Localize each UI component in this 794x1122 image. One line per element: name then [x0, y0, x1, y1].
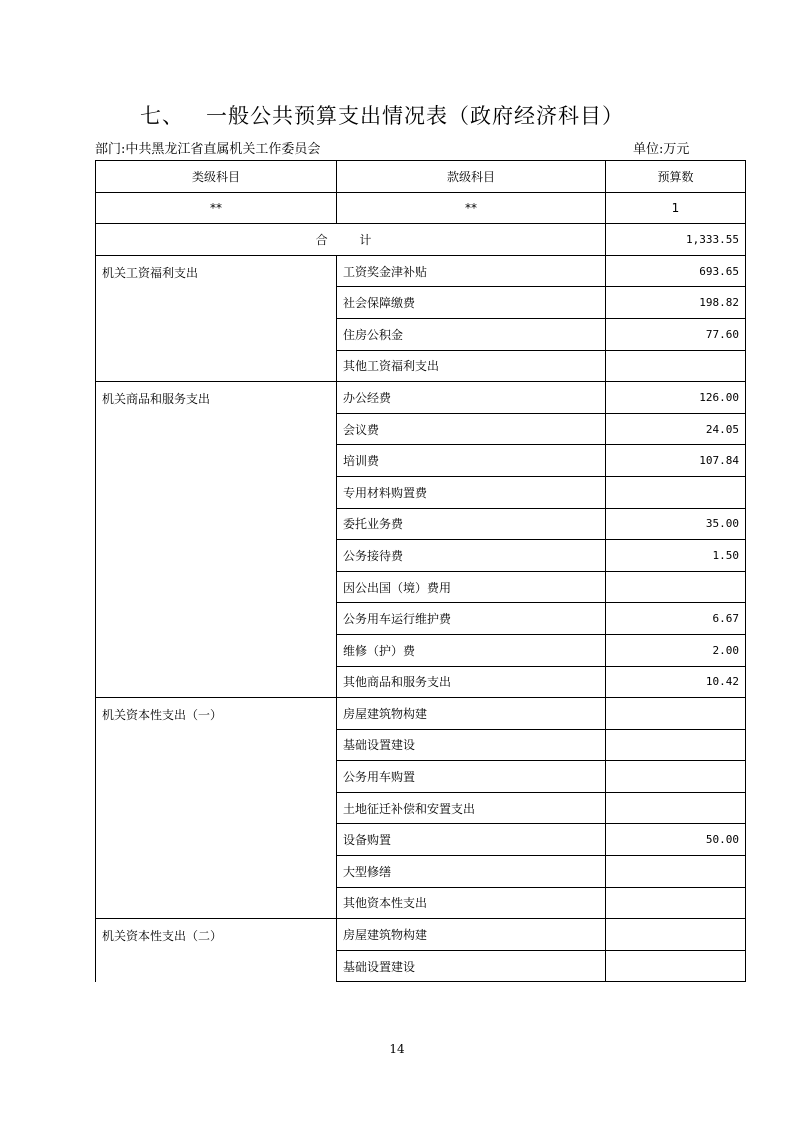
unit-label: 单位:万元 [633, 142, 690, 157]
item-amount-cell [606, 919, 746, 951]
table-row [96, 698, 746, 730]
item-name-cell: 其他工资福利支出 [337, 350, 606, 382]
item-name-cell: 因公出国（境）费用 [337, 571, 606, 603]
item-amount-cell [606, 571, 746, 603]
item-amount-cell: 10.42 [606, 666, 746, 698]
page-number: 14 [389, 1042, 405, 1056]
item-amount-cell: 2.00 [606, 634, 746, 666]
item-name-cell: 培训费 [337, 445, 606, 477]
total-row [96, 224, 746, 256]
item-amount-cell: 126.00 [606, 382, 746, 414]
total-label: 合 计 [96, 224, 606, 256]
item-name-cell: 公务用车购置 [337, 761, 606, 793]
item-amount-cell: 24.05 [606, 413, 746, 445]
item-name-cell: 工资奖金津补贴 [337, 255, 606, 287]
item-amount-cell: 6.67 [606, 603, 746, 635]
page-title [140, 100, 624, 130]
item-name-cell: 房屋建筑物构建 [337, 698, 606, 730]
item-name-cell: 基础设置建设 [337, 950, 606, 982]
item-amount-cell: 35.00 [606, 508, 746, 540]
item-amount-cell [606, 729, 746, 761]
table-row [96, 919, 746, 951]
header-row [96, 161, 746, 193]
item-name-cell: 基础设置建设 [337, 729, 606, 761]
item-name-cell: 大型修缮 [337, 856, 606, 888]
index-row [96, 192, 746, 224]
title-number: 七、 [140, 104, 184, 128]
table-row [96, 382, 746, 414]
index-category: ** [96, 192, 337, 224]
item-name-cell: 设备购置 [337, 824, 606, 856]
item-name-cell: 住房公积金 [337, 318, 606, 350]
item-name-cell: 其他资本性支出 [337, 887, 606, 919]
category-cell: 机关资本性支出（一） [96, 698, 337, 919]
department-label: 部门:中共黑龙江省直属机关工作委员会 [95, 142, 321, 157]
item-name-cell: 委托业务费 [337, 508, 606, 540]
item-amount-cell [606, 698, 746, 730]
item-name-cell: 公务用车运行维护费 [337, 603, 606, 635]
header-category: 类级科目 [96, 161, 337, 193]
expenditure-table [95, 160, 746, 982]
item-amount-cell [606, 476, 746, 508]
item-amount-cell: 693.65 [606, 255, 746, 287]
item-amount-cell: 77.60 [606, 318, 746, 350]
item-name-cell: 土地征迁补偿和安置支出 [337, 792, 606, 824]
item-name-cell: 房屋建筑物构建 [337, 919, 606, 951]
item-amount-cell: 198.82 [606, 287, 746, 319]
header-amount: 预算数 [606, 161, 746, 193]
item-name-cell: 公务接待费 [337, 540, 606, 572]
item-amount-cell [606, 887, 746, 919]
table-body [96, 161, 746, 982]
item-amount-cell: 1.50 [606, 540, 746, 572]
category-cell: 机关商品和服务支出 [96, 382, 337, 698]
index-amount: 1 [606, 192, 746, 224]
item-name-cell: 办公经费 [337, 382, 606, 414]
item-amount-cell [606, 792, 746, 824]
item-amount-cell [606, 950, 746, 982]
item-amount-cell: 107.84 [606, 445, 746, 477]
title-text: 一般公共预算支出情况表（政府经济科目） [206, 104, 624, 128]
item-amount-cell [606, 350, 746, 382]
item-name-cell: 社会保障缴费 [337, 287, 606, 319]
table-row [96, 255, 746, 287]
item-name-cell: 维修（护）费 [337, 634, 606, 666]
item-name-cell: 其他商品和服务支出 [337, 666, 606, 698]
header-item: 款级科目 [337, 161, 606, 193]
item-amount-cell [606, 761, 746, 793]
category-cell: 机关工资福利支出 [96, 255, 337, 381]
item-amount-cell [606, 856, 746, 888]
item-name-cell: 会议费 [337, 413, 606, 445]
item-name-cell: 专用材料购置费 [337, 476, 606, 508]
item-amount-cell: 50.00 [606, 824, 746, 856]
index-item: ** [337, 192, 606, 224]
category-cell: 机关资本性支出（二） [96, 919, 337, 982]
total-amount: 1,333.55 [606, 224, 746, 256]
